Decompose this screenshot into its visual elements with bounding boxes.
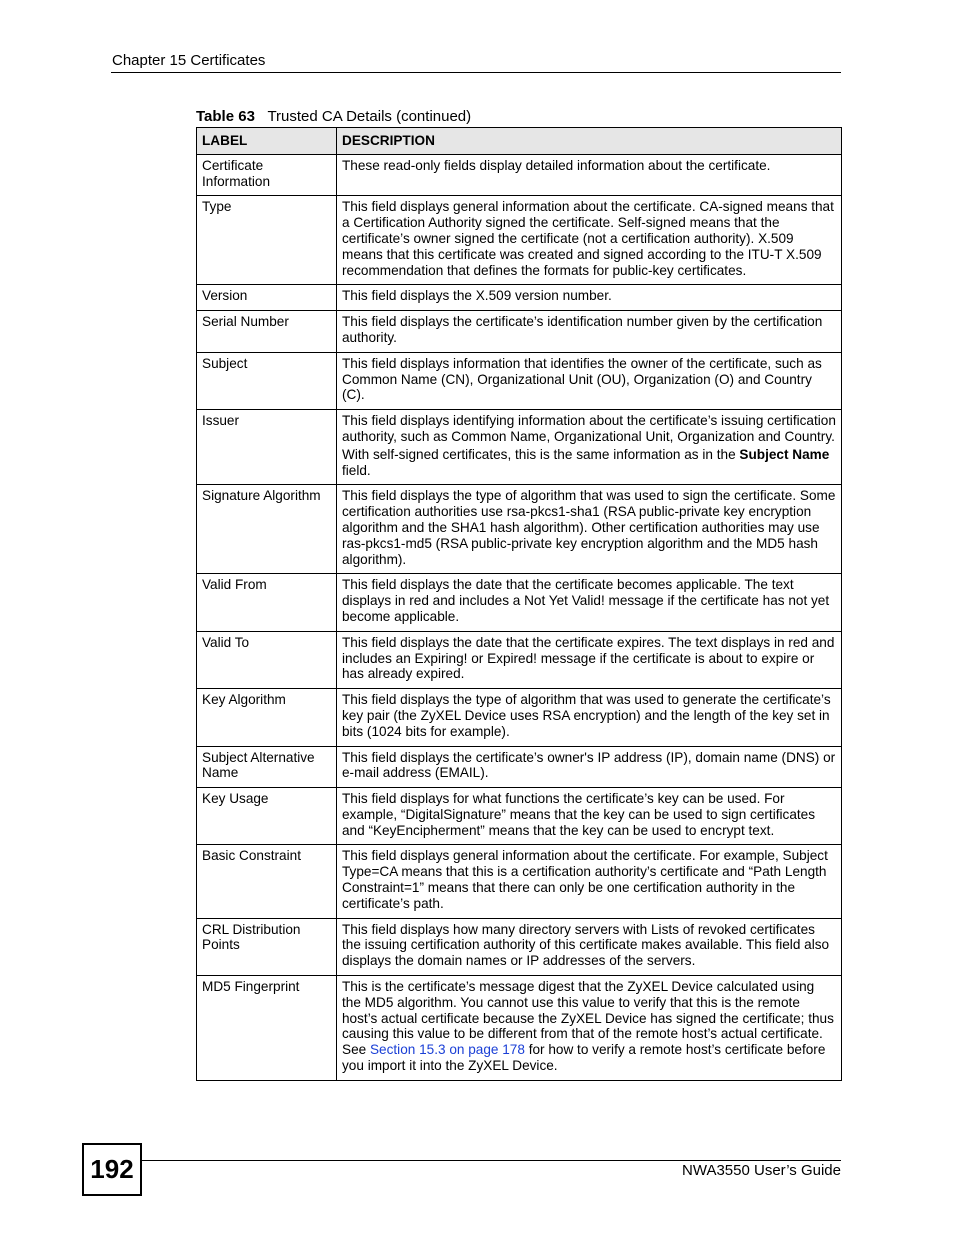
- header-rule: [111, 72, 841, 73]
- trusted-ca-details-table: [196, 127, 842, 1081]
- table-row: [197, 845, 842, 918]
- row-label: CRL Distribution Points: [197, 918, 337, 975]
- column-header-label: LABEL: [197, 128, 337, 155]
- row-description: This field displays the type of algorithm that was used to sign the certificate. Some certification authorities use rsa-pkcs1-sha1 (RSA public-private key encryption algorithm and the SHA1 hash algorithm). Other certification authorities may use ras-pkcs1-md5 (RSA public-private key encryption algorithm and the MD5 hash algorithm).: [337, 485, 842, 574]
- table-row: [197, 196, 842, 285]
- row-label: Issuer: [197, 410, 337, 485]
- table-row: [197, 631, 842, 688]
- table-row: [197, 746, 842, 788]
- table-row: [197, 154, 842, 196]
- table-row: [197, 918, 842, 975]
- row-label: Type: [197, 196, 337, 285]
- table-row: [197, 285, 842, 311]
- table-caption-title: Trusted CA Details (continued): [267, 108, 472, 125]
- row-description: This field displays the certificate’s owner's IP address (IP), domain name (DNS) or e-mail address (EMAIL).: [337, 746, 842, 788]
- note-text-end: field.: [342, 462, 371, 478]
- column-header-description: DESCRIPTION: [337, 128, 842, 155]
- table-row: [197, 976, 842, 1081]
- row-label: Valid To: [197, 631, 337, 688]
- row-description: These read-only fields display detailed information about the certificate.: [337, 154, 842, 196]
- table-header-row: [197, 128, 842, 155]
- row-label: Serial Number: [197, 311, 337, 353]
- row-description: This field displays the X.509 version number.: [337, 285, 842, 311]
- table-row: [197, 689, 842, 746]
- row-label: Key Usage: [197, 788, 337, 845]
- table-row: [197, 311, 842, 353]
- md5-text-end: for how to verify a remote host’s certificate before you import it into the ZyXEL Device.: [342, 1042, 826, 1074]
- row-description: This field displays information that identifies the owner of the certificate, such as Common Name (CN), Organizational Unit (OU), Organization (O) and Country (C).: [337, 352, 842, 409]
- table-row: [197, 788, 842, 845]
- row-label: Subject Alternative Name: [197, 746, 337, 788]
- subject-name-term: Subject Name: [739, 446, 830, 462]
- row-label: Certificate Information: [197, 154, 337, 196]
- row-description: This field displays how many directory servers with Lists of revoked certificates the issuing certification authority of this certificate makes available. This field also displays the domain names or IP addresses of the servers.: [337, 918, 842, 975]
- table-caption: [196, 108, 471, 125]
- table-caption-label: Table 63: [196, 108, 255, 125]
- footer-rule: [140, 1160, 841, 1161]
- chapter-title: Chapter 15 Certificates: [112, 52, 266, 69]
- row-label: MD5 Fingerprint: [197, 976, 337, 1081]
- guide-title: NWA3550 User’s Guide: [682, 1162, 841, 1179]
- issuer-self-signed-note: [342, 447, 836, 479]
- md5-text: This is the certificate’s message digest that the ZyXEL Device calculated using the MD5 algorithm. You cannot use this value to verify that this is the remote host’s actual certificate because the ZyXEL Device has signed the certificate; thus causing this value to be different from that of the remote host’s actual certificate. See: [342, 979, 834, 1058]
- row-description: This field displays the type of algorithm that was used to generate the certificate’s key pair (the ZyXEL Device uses RSA encryption) and the length of the key set in bits (1024 bits for example).: [337, 689, 842, 746]
- table-row: [197, 485, 842, 574]
- issuer-description: This field displays identifying information about the certificate’s issuing certification authority, such as Common Name, Organizational Unit, Organization and Country.: [342, 413, 836, 444]
- row-description: This field displays general information about the certificate. CA-signed means that a Certification Authority signed the certificate. Self-signed means that the certificate’s owner signed the certificate (not a certification authority). X.509 means that this certificate was created and signed according to the ITU-T X.509 recommendation that defines the formats for public-key certificates.: [337, 196, 842, 285]
- row-label: Valid From: [197, 574, 337, 631]
- row-description: This field displays the certificate’s identification number given by the certification authority.: [337, 311, 842, 353]
- row-description: This field displays the date that the certificate becomes applicable. The text displays in red and includes a Not Yet Valid! message if the certificate has not yet become applicable.: [337, 574, 842, 631]
- row-label: Subject: [197, 352, 337, 409]
- row-description: This field displays general information about the certificate. For example, Subject Type=CA means that this is a certification authority’s certificate and “Path Length Constraint=1” means that there can only be one certification authority in the certificate’s path.: [337, 845, 842, 918]
- table-row: [197, 410, 842, 485]
- row-label: Basic Constraint: [197, 845, 337, 918]
- row-description: [337, 976, 842, 1081]
- row-label: Signature Algorithm: [197, 485, 337, 574]
- table-row: [197, 352, 842, 409]
- table-row: [197, 574, 842, 631]
- page-number: 192: [82, 1143, 142, 1196]
- row-description: [337, 410, 842, 485]
- row-label: Version: [197, 285, 337, 311]
- row-label: Key Algorithm: [197, 689, 337, 746]
- note-text: With self-signed certificates, this is the same information as in the: [342, 446, 740, 462]
- row-description: This field displays for what functions the certificate’s key can be used. For example, “DigitalSignature” means that the key can be used to sign certificates and “KeyEncipherment” means that the key can be used to encrypt text.: [337, 788, 842, 845]
- row-description: This field displays the date that the certificate expires. The text displays in red and includes an Expiring! or Expired! message if the certificate is about to expire or has already expired.: [337, 631, 842, 688]
- section-cross-reference-link[interactable]: Section 15.3 on page 178: [369, 1042, 525, 1058]
